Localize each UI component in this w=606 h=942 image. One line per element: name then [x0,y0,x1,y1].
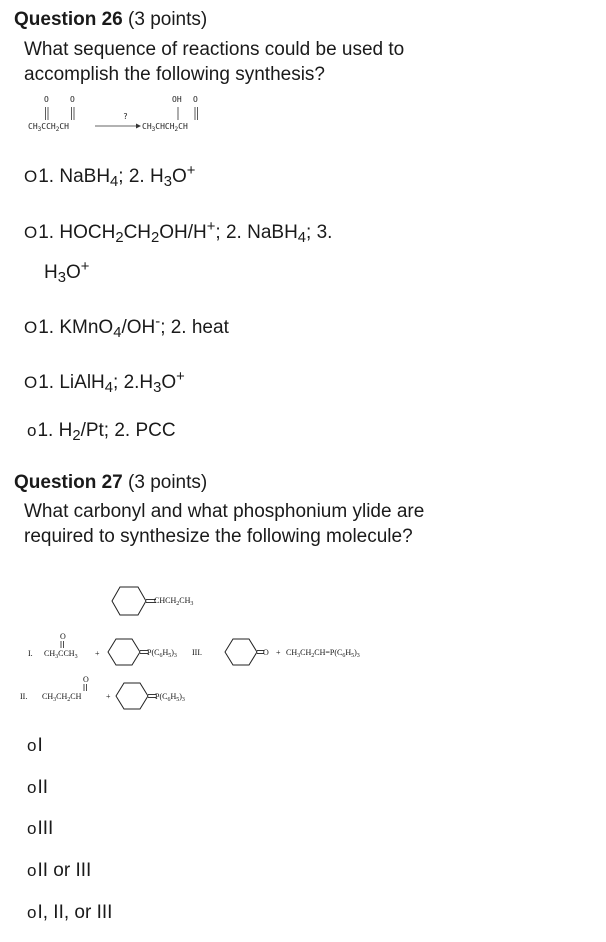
q26-option-1-radio[interactable]: O [24,167,38,186]
q27-points: (3 points) [128,472,208,493]
q27-option-2-radio[interactable]: o [27,778,37,797]
product-hydroxyl: OH [172,95,182,104]
q27-text: What carbonyl and what phosphonium ylide are required to synthesize the following molecule? [24,501,425,547]
q27-option-2[interactable] [27,777,48,799]
q26-header [14,9,207,31]
choice-II-carbonyl-oxygen: O [83,675,89,684]
choice-I-label: I. [28,649,33,658]
q26-number: Question 26 [14,9,123,30]
choice-III-carbonyl-oxygen: O [263,648,269,657]
q27-target-molecule [110,585,230,617]
q26-option-3-label: 1. KMnO$_4$/OH-; 2. heat [38,314,229,342]
q27-option-4[interactable] [27,860,91,882]
choice-III-plus: + [276,648,281,657]
q27-choice-row-1 [28,632,408,668]
product-oxygen: O [193,95,198,104]
choice-II-label: II. [20,692,28,701]
q26-option-4-radio[interactable]: O [24,373,38,392]
q26-option-4[interactable] [24,369,185,397]
choice-II-plus: + [106,692,111,701]
q27-option-5-radio[interactable]: o [27,903,37,922]
q27-option-5[interactable] [27,902,112,924]
reactant-oxygen-1: O [44,95,49,104]
q27-option-1-label: I [37,735,43,756]
q27-option-3[interactable] [27,818,53,840]
choice-I-carbonyl-oxygen: O [60,632,66,641]
q26-option-1[interactable] [24,163,196,191]
reactant-formula: CH3CCH2CH [28,122,69,133]
target-substituent: CHCH2CH3 [154,596,194,607]
q26-option-5[interactable] [27,420,176,445]
q26-points: (3 points) [128,9,208,30]
choice-III-ylide: CH3CH2CH=P(C6H5)3 [286,648,360,659]
choice-I-plus: + [95,649,100,658]
q27-option-2-label: II [37,777,49,798]
q27-option-5-label: I, II, or III [37,902,113,923]
q26-option-3-radio[interactable]: O [24,318,38,337]
q27-option-3-radio[interactable]: o [27,819,37,838]
q27-option-4-label: II or III [37,860,92,881]
choice-II-carbonyl: CH3CH2CH [42,692,82,703]
q27-option-4-radio[interactable]: o [27,861,37,880]
product-formula: CH3CHCH2CH [142,122,188,133]
q26-text: What sequence of reactions could be used to accomplish the following synthesis? [24,39,405,85]
q26-option-3[interactable] [24,314,229,342]
q27-header [14,472,207,494]
q26-option-1-label: 1. NaBH$_4$; 2. $H_3O^+$ [38,163,196,191]
q27-number: Question 27 [14,472,123,493]
choice-II-ylide: P(C6H5)3 [155,692,185,703]
q27-option-1[interactable] [27,735,43,757]
q26-option-5-label: 1. $H_2/Pt$; 2. PCC [37,420,176,445]
choice-III-label: III. [192,648,202,657]
choice-I-ylide: P(C6H5)3 [147,648,177,659]
q26-option-5-radio[interactable]: o [27,421,37,440]
q26-option-2[interactable] [24,219,333,247]
q26-option-2-radio[interactable]: O [24,223,38,242]
q26-option-2-label: 1. $HOCH_2CH_2OH/H^+$; 2. NaBH$_4$; 3. [38,219,333,247]
q27-option-1-radio[interactable]: o [27,736,37,755]
reactant-oxygen-2: O [70,95,75,104]
choice-I-carbonyl: CH3CCH3 [44,649,78,660]
scheme-bonds [0,94,260,140]
q26-option-2-continued [44,259,90,287]
q26-option-4-label: 1. LiAlH$_4$; $2.H_3O^+$ [38,369,185,397]
q26-option-2-label-line2: $H_3O^+$ [44,259,90,287]
arrow-label: ? [123,112,128,121]
q26-reaction-scheme [0,94,260,140]
q27-choice-row-2 [20,675,240,715]
q27-option-3-label: III [37,818,54,839]
